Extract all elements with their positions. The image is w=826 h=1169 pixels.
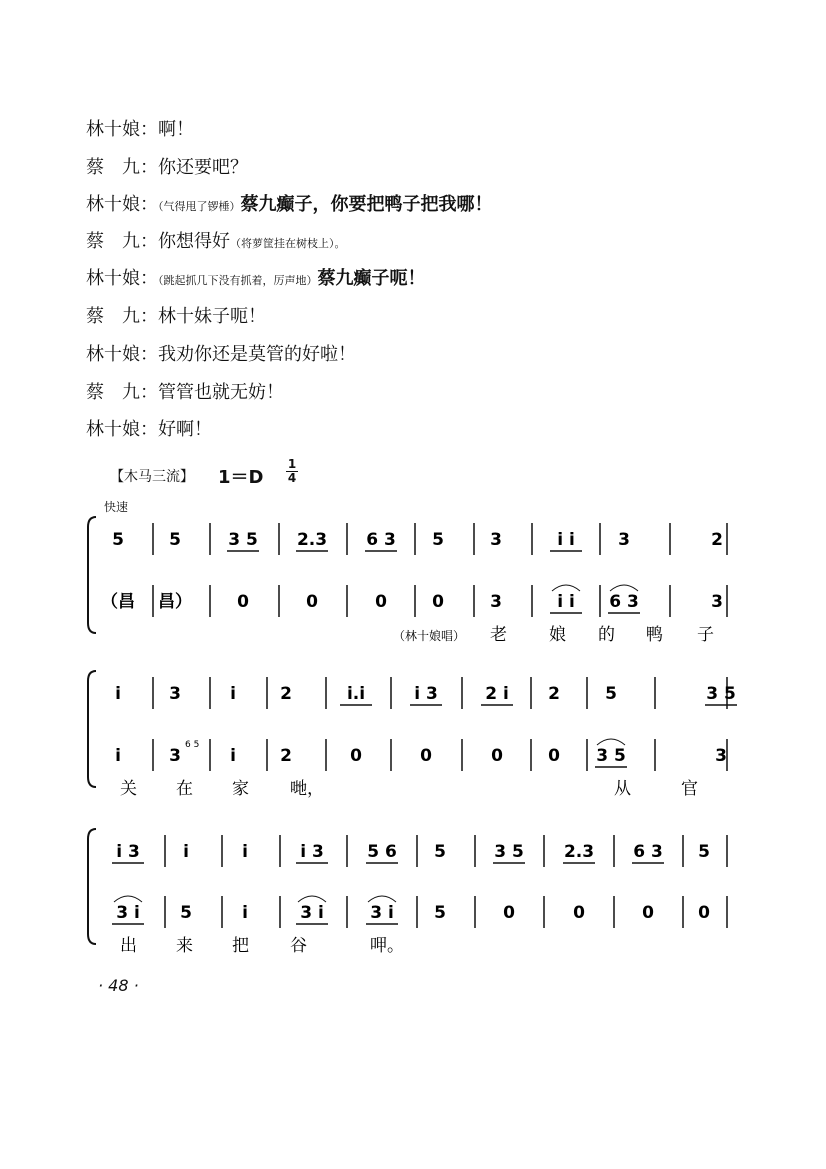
speaker-name: 林十娘： <box>86 119 158 140</box>
upper-note: i 3 <box>116 842 140 862</box>
upper-note: 2 <box>548 684 560 704</box>
key-signature: 1＝D <box>218 467 264 488</box>
upper-note: 3 5 <box>706 684 736 704</box>
lower-note: i <box>230 746 236 766</box>
lyric-syllable: 谷 <box>290 936 307 956</box>
upper-note: 2 i <box>485 684 509 704</box>
system-brace <box>88 517 96 633</box>
lower-note: 0 <box>698 903 710 923</box>
lower-note: 6 3 <box>609 592 639 612</box>
singer-label: （林十娘唱） <box>393 629 466 643</box>
tempo-marking: 快速 <box>104 500 129 514</box>
slur <box>368 896 396 902</box>
lyric-syllable: 老 <box>490 625 507 645</box>
lower-note: 3 i <box>370 903 394 923</box>
speaker-name: 蔡 九： <box>86 157 158 178</box>
page-number: · 48 · <box>98 976 139 995</box>
stage-direction: （气得甩了锣棰） <box>158 200 241 213</box>
lower-note: 3 5 <box>596 746 626 766</box>
speaker-name: 蔡 九： <box>86 231 158 252</box>
spoken-line: 管管也就无妨！ <box>158 382 284 403</box>
spoken-line: 你想得好 <box>158 231 230 252</box>
upper-note: 3 <box>169 684 181 704</box>
upper-note: 2 <box>280 684 292 704</box>
spoken-line: 林十妹子呃！ <box>158 306 266 327</box>
lower-note: （昌 <box>101 592 135 612</box>
lower-note: i <box>115 746 121 766</box>
lower-note: 昌） <box>158 592 192 612</box>
upper-note: 3 5 <box>228 530 258 550</box>
lower-note: 0 <box>432 592 444 612</box>
lyric-syllable: 子 <box>697 625 714 645</box>
speaker-name: 林十娘： <box>86 419 158 440</box>
lower-note: 3 <box>711 592 723 612</box>
upper-note: 2 <box>711 530 723 550</box>
lyric-syllable: 哋， <box>290 779 324 799</box>
spoken-line: 蔡九癫子呃！ <box>317 268 426 289</box>
stage-direction: （将萝筐挂在树枝上）。 <box>230 237 346 250</box>
lyric-syllable: 的 <box>598 625 615 645</box>
lower-note: 0 <box>642 903 654 923</box>
lower-note: 0 <box>548 746 560 766</box>
lower-note: 3 <box>715 746 727 766</box>
upper-note: i <box>183 842 189 862</box>
upper-note: i 3 <box>414 684 438 704</box>
speaker-name: 林十娘： <box>86 194 158 215</box>
spoken-line: 你还要吧？ <box>158 157 248 178</box>
upper-note: 6 3 <box>633 842 663 862</box>
lower-note: 0 <box>350 746 362 766</box>
lower-note: 3 i <box>300 903 324 923</box>
lower-note: 0 <box>503 903 515 923</box>
upper-note: 3 5 <box>494 842 524 862</box>
slur <box>597 739 625 745</box>
lyric-syllable: 从 <box>614 779 631 799</box>
lower-note: i i <box>557 592 575 612</box>
lyric-syllable: 来 <box>176 936 193 956</box>
upper-note: 3 <box>490 530 502 550</box>
spoken-line: 蔡九癫子，你要把鸭子把我哪！ <box>240 194 493 215</box>
upper-note: i <box>115 684 121 704</box>
upper-note: 5 <box>434 842 446 862</box>
lower-note: 5 <box>434 903 446 923</box>
lower-note: 0 <box>573 903 585 923</box>
lyric-syllable: 在 <box>176 779 193 799</box>
speaker-name: 蔡 九： <box>86 382 158 403</box>
upper-note: 2.3 <box>296 530 328 550</box>
upper-note: 5 <box>112 530 124 550</box>
spoken-line: 好啊！ <box>158 419 212 440</box>
upper-note: i 3 <box>300 842 324 862</box>
slur <box>298 896 326 902</box>
lower-note: 0 <box>375 592 387 612</box>
lyric-syllable: 关 <box>120 779 137 799</box>
slur <box>552 585 580 591</box>
speaker-name: 林十娘： <box>86 268 158 289</box>
lower-note: 0 <box>306 592 318 612</box>
speaker-name: 林十娘： <box>86 344 158 365</box>
grace-notes: 6 5 <box>185 740 200 750</box>
lower-note: 3 i <box>116 903 140 923</box>
lyric-syllable: 鸭 <box>646 625 663 645</box>
lyric-syllable: 出 <box>120 936 137 956</box>
lower-note: 0 <box>420 746 432 766</box>
upper-note: 5 <box>169 530 181 550</box>
spoken-line: 啊！ <box>158 119 194 140</box>
upper-note: 5 <box>698 842 710 862</box>
lyric-syllable: 家 <box>232 779 249 799</box>
lower-note: 3 <box>490 592 502 612</box>
upper-note: i.i <box>346 684 366 704</box>
upper-note: 5 <box>605 684 617 704</box>
upper-note: 3 <box>618 530 630 550</box>
lyric-syllable: 娘 <box>549 625 566 645</box>
slur <box>610 585 638 591</box>
lyric-syllable: 呷。 <box>370 936 404 956</box>
system-brace <box>88 829 96 944</box>
system-brace <box>88 671 96 787</box>
lower-note: 0 <box>491 746 503 766</box>
lyric-syllable: 官 <box>681 779 698 799</box>
spoken-line: 我劝你还是莫管的好啦！ <box>158 344 356 365</box>
lower-note: 2 <box>280 746 292 766</box>
upper-note: 6 3 <box>366 530 396 550</box>
speaker-name: 蔡 九： <box>86 306 158 327</box>
lower-note: 5 <box>180 903 192 923</box>
upper-note: 5 6 <box>367 842 397 862</box>
upper-note: i <box>230 684 236 704</box>
upper-note: i i <box>557 530 575 550</box>
slur <box>114 896 142 902</box>
upper-note: i <box>242 842 248 862</box>
stage-direction: （跳起抓几下没有抓着，厉声地） <box>158 274 318 287</box>
lower-note: i <box>242 903 248 923</box>
tune-title: 【木马三流】 <box>110 469 194 485</box>
lower-note: 0 <box>237 592 249 612</box>
lyric-syllable: 把 <box>232 936 249 956</box>
time-signature-bar: 4 <box>287 471 297 485</box>
time-signature-numerator: 1 <box>287 457 297 471</box>
upper-note: 2.3 <box>563 842 595 862</box>
upper-note: 5 <box>432 530 444 550</box>
lower-note: 3 <box>169 746 181 766</box>
